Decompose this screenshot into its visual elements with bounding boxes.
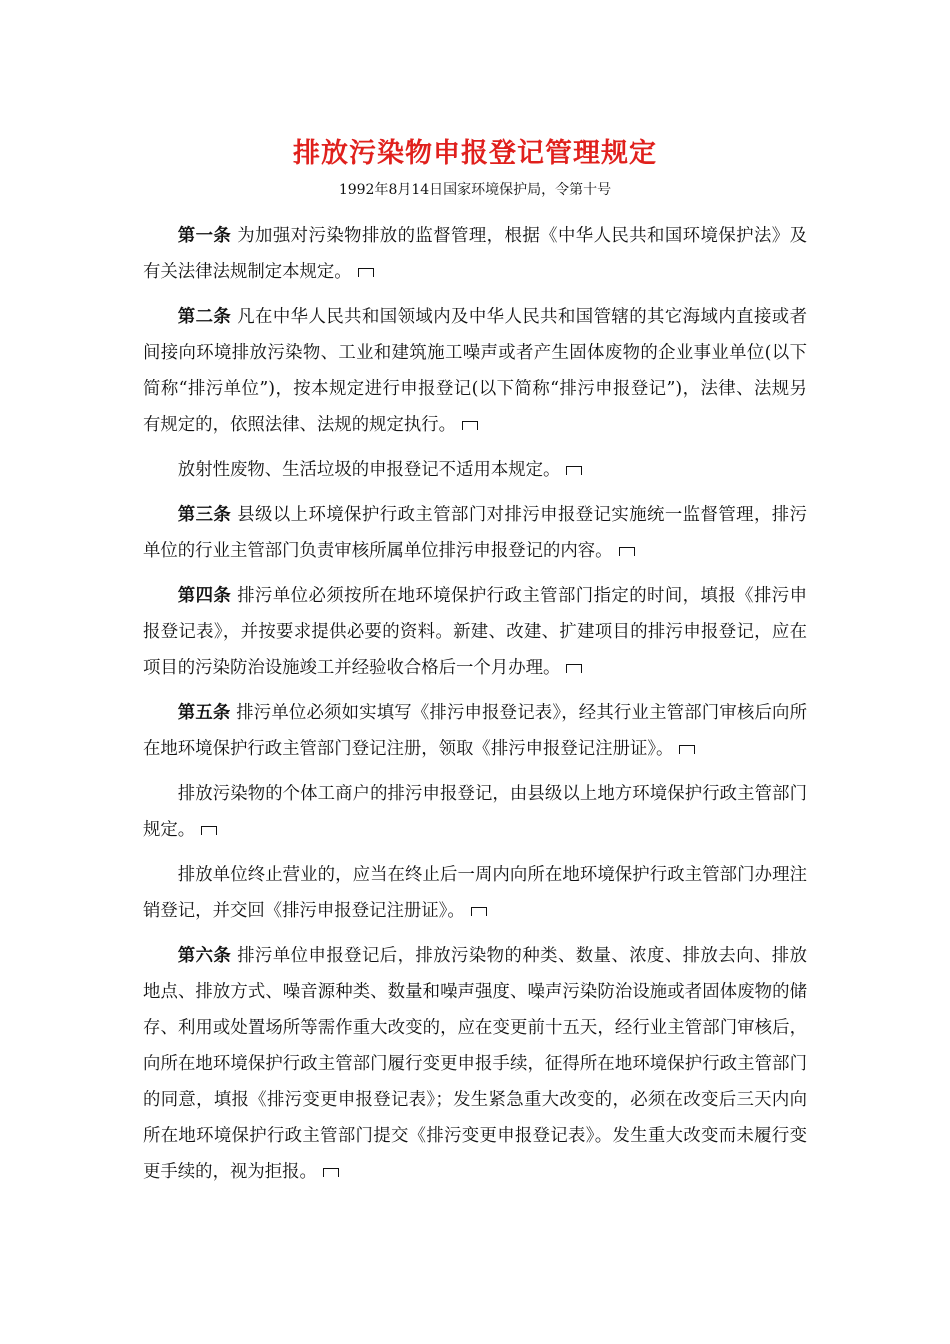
article-number: 第四条 [177, 586, 232, 606]
article-number: 第五条 [177, 703, 231, 723]
paragraph-text: 排污单位必须按所在地环境保护行政主管部门指定的时间，填报《排污申报登记表》，并按要求提供必要的资料。新建、改建、扩建项目的排污申报登记，应在项目的污染防治设施竣工并经验收合格后一个月办理。 [143, 586, 807, 678]
paragraph-2 [143, 299, 807, 443]
paragraph-6 [143, 695, 807, 767]
article-number: 第六条 [177, 946, 232, 966]
paragraph-mark-icon [471, 907, 487, 916]
paragraph-mark-icon [358, 268, 374, 277]
paragraph-mark-icon [619, 547, 635, 556]
paragraph-mark-icon [679, 745, 695, 754]
paragraph-mark-icon [566, 466, 582, 475]
article-number: 第一条 [177, 226, 232, 246]
paragraph-text: 排放污染物的个体工商户的排污申报登记，由县级以上地方环境保护行政主管部门规定。 [143, 784, 807, 840]
paragraph-7 [143, 776, 807, 848]
paragraph-text: 排放单位终止营业的，应当在终止后一周内向所在地环境保护行政主管部门办理注销登记，并交回《排污申报登记注册证》。 [143, 865, 807, 921]
paragraph-mark-icon [566, 664, 582, 673]
article-number: 第二条 [177, 307, 232, 327]
paragraph-5 [143, 578, 807, 686]
document-subtitle: 1992年8月14日国家环境保护局，令第十号 [338, 182, 612, 198]
paragraph-text: 排污单位必须如实填写《排污申报登记表》，经其行业主管部门审核后向所在地环境保护行政主管部门登记注册，领取《排污申报登记注册证》。 [143, 703, 807, 759]
paragraph-mark-icon [323, 1168, 339, 1177]
paragraph-text: 为加强对污染物排放的监督管理，根据《中华人民共和国环境保护法》及有关法律法规制定本规定。 [143, 226, 807, 282]
paragraph-4 [143, 497, 807, 569]
paragraph-mark-icon [201, 826, 217, 835]
article-number: 第三条 [177, 505, 232, 525]
paragraph-text: 放射性废物、生活垃圾的申报登记不适用本规定。 [177, 460, 561, 480]
paragraph-8 [143, 857, 807, 929]
paragraph-9 [143, 938, 807, 1190]
paragraph-text: 凡在中华人民共和国领域内及中华人民共和国管辖的其它海域内直接或者间接向环境排放污染物、工业和建筑施工噪声或者产生固体废物的企业事业单位(以下简称“排污单位”)，按本规定进行申报登记(以下简称“排污申报登记”)，法律、法规另有规定的，依照法律、法规的规定执行。 [143, 307, 807, 435]
paragraph-1 [143, 218, 807, 290]
paragraph-text: 县级以上环境保护行政主管部门对排污申报登记实施统一监督管理，排污单位的行业主管部门负责审核所属单位排污申报登记的内容。 [143, 505, 807, 561]
document-title: 排放污染物申报登记管理规定 [293, 138, 657, 169]
paragraph-mark-icon [462, 421, 478, 430]
paragraph-text: 排污单位申报登记后，排放污染物的种类、数量、浓度、排放去向、排放地点、排放方式、噪音源种类、数量和噪声强度、噪声污染防治设施或者固体废物的储存、利用或处置场所等需作重大改变的，应在变更前十五天，经行业主管部门审核后，向所在地环境保护行政主管部门履行变更申报手续，征得所在地环境保护行政主管部门的同意，填报《排污变更申报登记表》；发生紧急重大改变的，必须在改变后三天内向所在地环境保护行政主管部门提交《排污变更申报登记表》。发生重大改变而未履行变更手续的，视为拒报。 [143, 946, 807, 1182]
paragraph-3 [143, 452, 807, 488]
